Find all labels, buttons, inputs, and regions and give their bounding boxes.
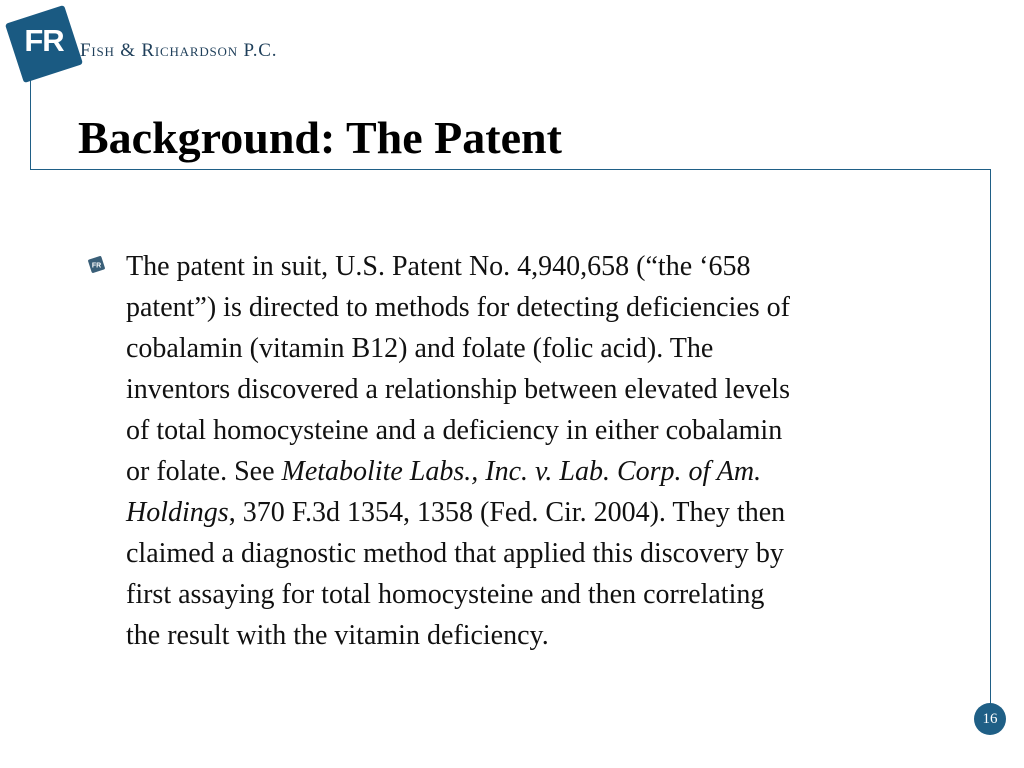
body-line: claimed a diagnostic method that applied this discovery by: [126, 538, 784, 569]
logo-letters: FR: [24, 23, 64, 58]
body-line: [126, 492, 956, 533]
page-number-badge: 16: [974, 703, 1006, 735]
body-line: cobalamin (vitamin B12) and folate (folic acid). The: [126, 333, 714, 364]
case-citation: Metabolite Labs., Inc. v. Lab. Corp. of Am.: [281, 456, 762, 487]
body-line: inventors discovered a relationship between elevated levels: [126, 374, 790, 405]
body-line: [126, 451, 956, 492]
bullet-body: [126, 246, 956, 656]
case-citation: Holdings: [126, 497, 229, 528]
body-line: the result with the vitamin deficiency.: [126, 620, 549, 651]
slide-title: Background: The Patent: [78, 112, 562, 163]
body-line: first assaying for total homocysteine and then correlating: [126, 579, 765, 610]
body-text-run: or folate. See: [126, 456, 282, 487]
svg-text:FR: FR: [91, 262, 102, 270]
frame-right-line: [990, 169, 991, 705]
body-line: of total homocysteine and a deficiency in either cobalamin: [126, 415, 783, 446]
body-line: patent”) is directed to methods for detecting deficiencies of: [126, 292, 790, 323]
firm-name: Fish & Richardson P.C.: [80, 40, 278, 61]
body-line: The patent in suit, U.S. Patent No. 4,940,658 (“the ‘658: [126, 251, 751, 282]
frame-divider-line: [30, 169, 991, 170]
body-text-run: , 370 F.3d 1354, 1358 (Fed. Cir. 2004). They then: [228, 497, 786, 528]
fr-bullet-icon: [88, 256, 105, 273]
